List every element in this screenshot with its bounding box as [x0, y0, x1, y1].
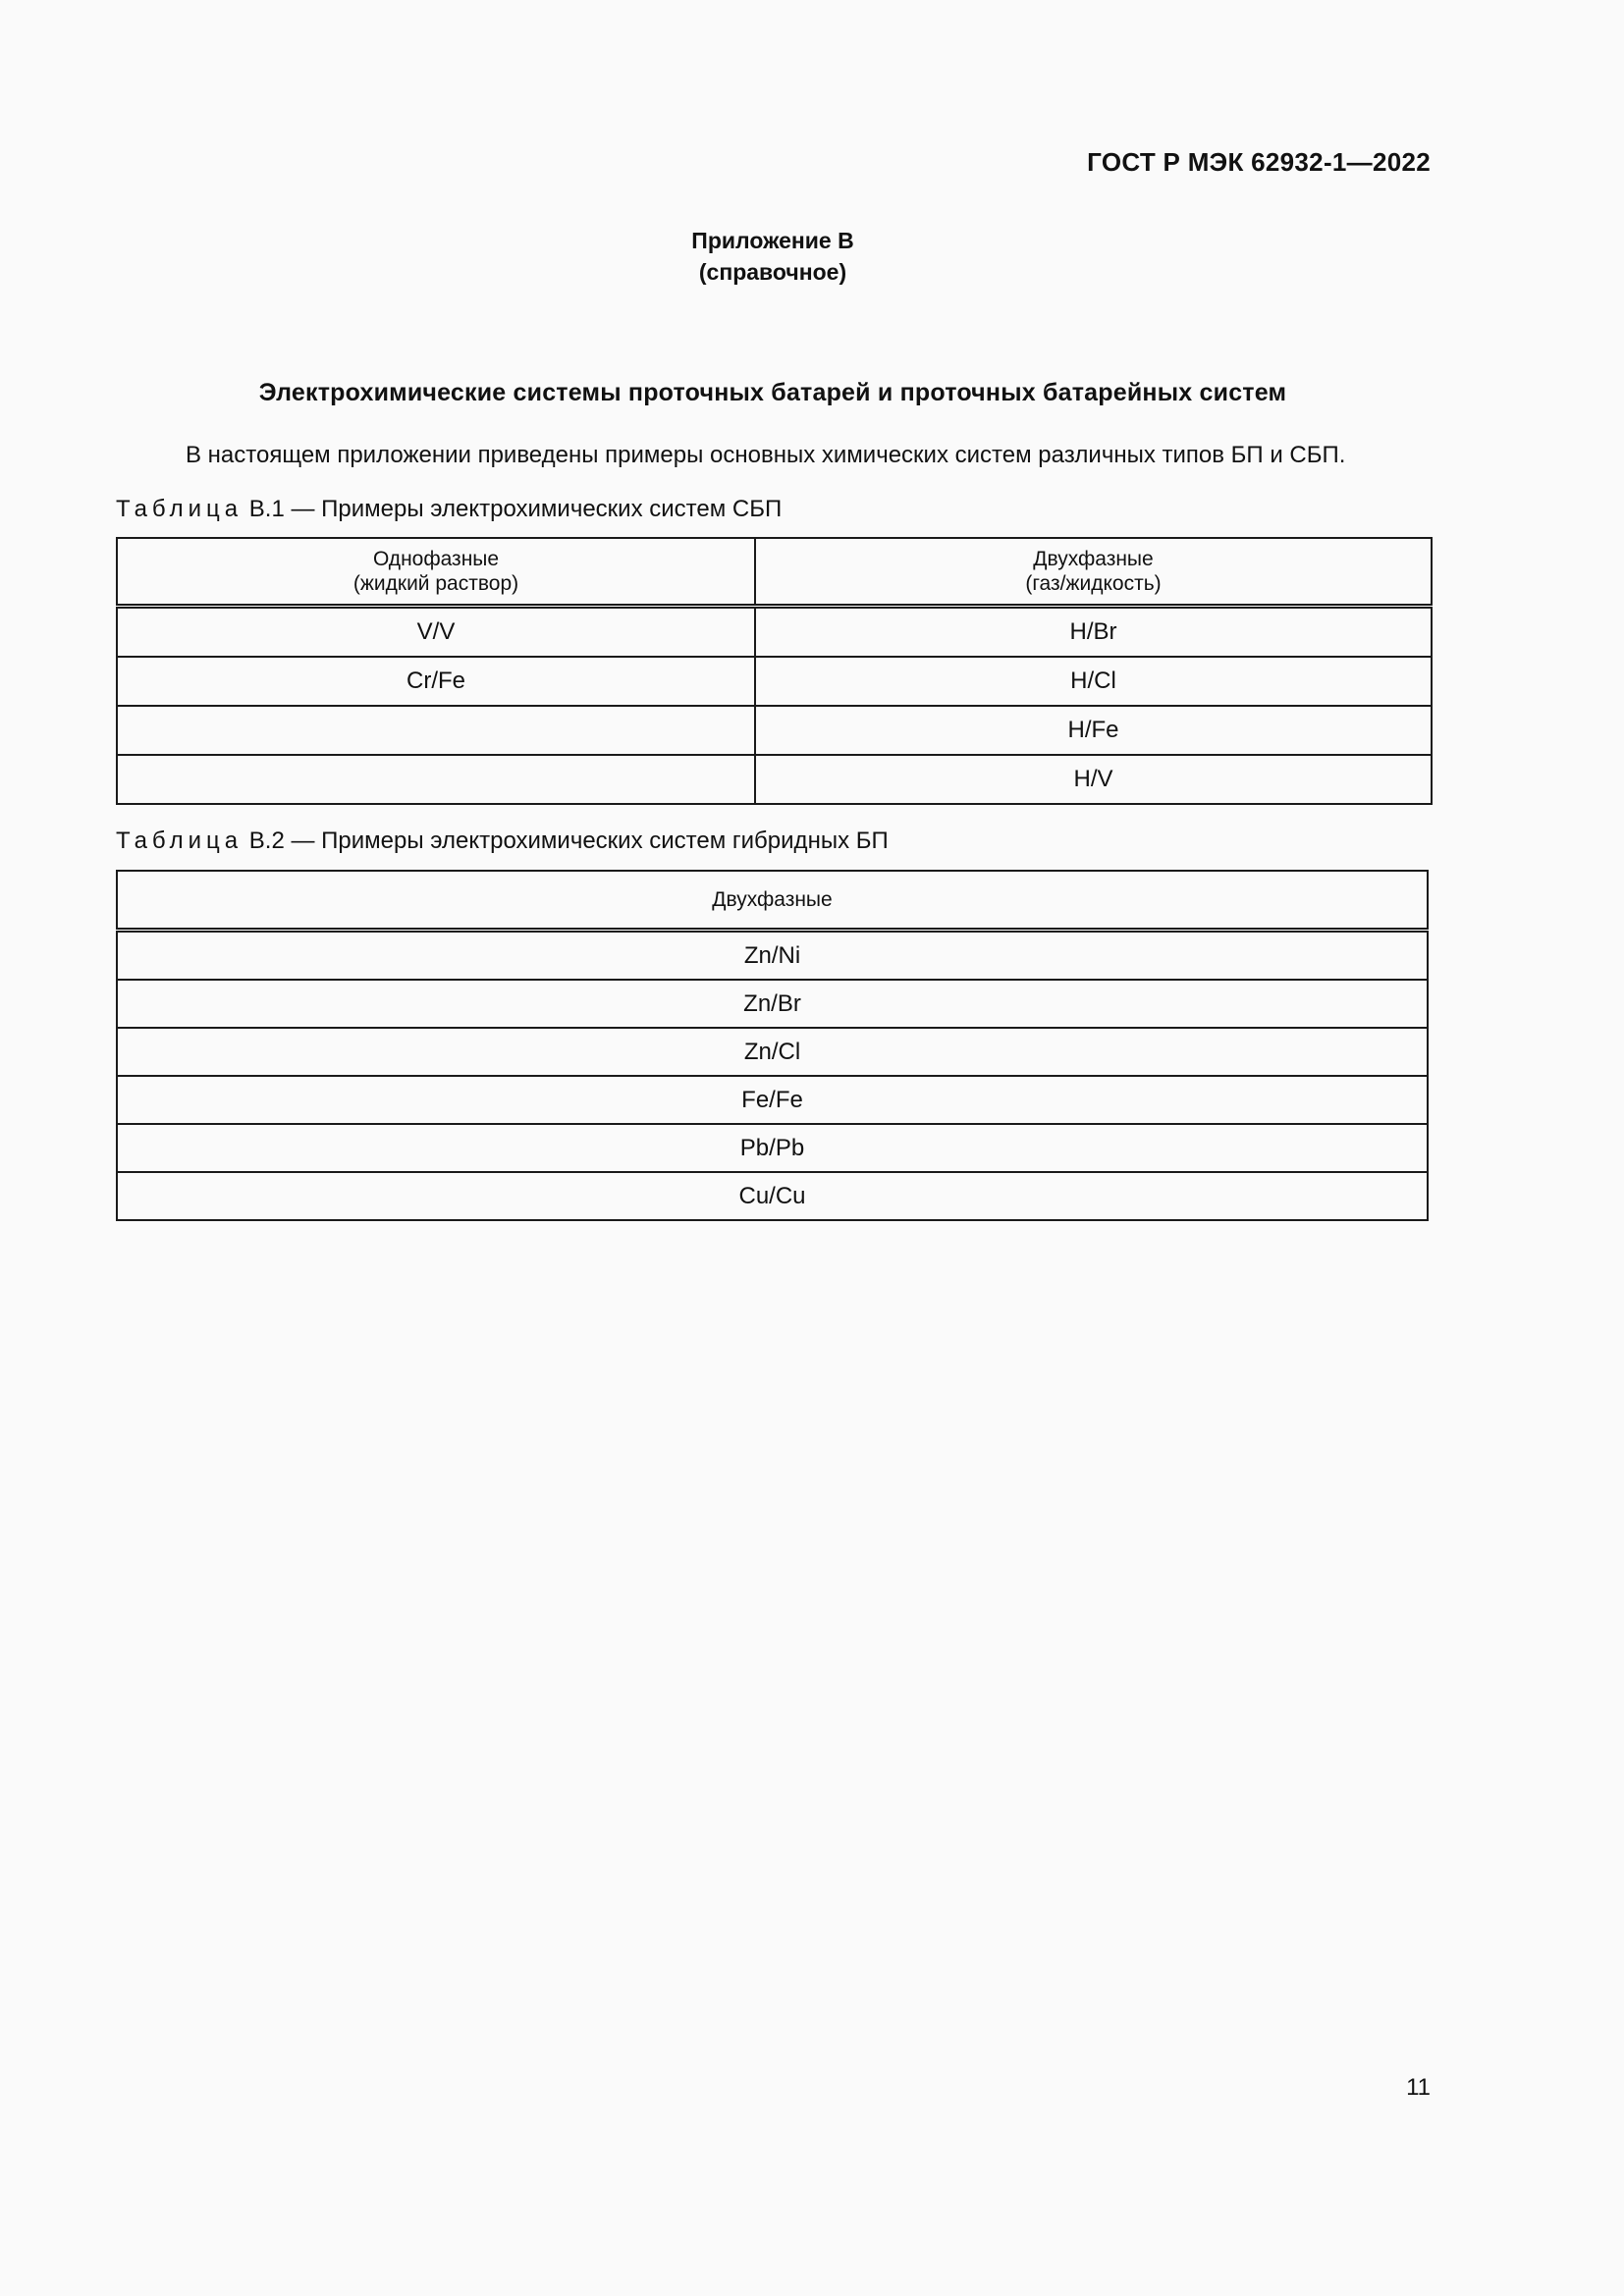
- table-cell: Zn/Br: [117, 980, 1428, 1028]
- table-cell: [117, 755, 755, 804]
- document-code: ГОСТ Р МЭК 62932-1—2022: [1087, 147, 1431, 177]
- table-row: [117, 1172, 1428, 1220]
- table-row: [117, 657, 1432, 706]
- column-header-line: Однофазные: [372, 548, 500, 570]
- column-header-line: (жидкий раствор): [352, 572, 519, 595]
- table-cell: Pb/Pb: [117, 1124, 1428, 1172]
- table-row: [117, 980, 1428, 1028]
- table-row: [117, 931, 1428, 981]
- table-cell: H/Br: [755, 607, 1432, 658]
- column-header-two-phase: [755, 538, 1432, 607]
- table-cell: [117, 706, 755, 755]
- table-b1-caption-prefix: Таблица: [116, 496, 244, 522]
- appendix-subtitle: (справочное): [698, 259, 847, 285]
- table-cell: Zn/Cl: [117, 1028, 1428, 1076]
- column-header-line: (газ/жидкость): [1025, 572, 1162, 595]
- table-cell: Cu/Cu: [117, 1172, 1428, 1220]
- column-header-single-phase: [117, 538, 755, 607]
- section-title: Электрохимические системы проточных батарей и проточных батарейных систем: [258, 379, 1287, 406]
- table-cell: Zn/Ni: [117, 931, 1428, 981]
- table-b2-caption-text: В.2 — Примеры электрохимических систем гибридных БП: [248, 828, 889, 854]
- table-row: [117, 1028, 1428, 1076]
- table-b2-caption-prefix: Таблица: [116, 828, 244, 854]
- table-cell: H/V: [755, 755, 1432, 804]
- table-b1-caption: [116, 496, 782, 523]
- intro-paragraph: В настоящем приложении приведены примеры основных химических систем различных типов БП и СБП.: [186, 442, 1346, 468]
- table-row: [117, 607, 1432, 658]
- table-row: [117, 755, 1432, 804]
- table-cell: H/Cl: [755, 657, 1432, 706]
- appendix-heading: [0, 225, 1545, 288]
- table-cell: Cr/Fe: [117, 657, 755, 706]
- table-row: [117, 1076, 1428, 1124]
- table-b1-caption-text: В.1 — Примеры электрохимических систем СБП: [248, 496, 783, 522]
- table-row: [117, 706, 1432, 755]
- column-header-two-phase: Двухфазные: [117, 871, 1428, 931]
- column-header-line: Двухфазные: [1033, 548, 1154, 570]
- table-b2-caption: [116, 828, 889, 855]
- appendix-title: Приложение В: [691, 228, 854, 253]
- table-cell: V/V: [117, 607, 755, 658]
- table-b1: [116, 537, 1433, 805]
- table-header-row: [117, 538, 1432, 607]
- page-number: 11: [1406, 2074, 1431, 2101]
- table-header-row: [117, 871, 1428, 931]
- table-cell: Fe/Fe: [117, 1076, 1428, 1124]
- table-b2: [116, 870, 1429, 1221]
- table-cell: H/Fe: [755, 706, 1432, 755]
- table-row: [117, 1124, 1428, 1172]
